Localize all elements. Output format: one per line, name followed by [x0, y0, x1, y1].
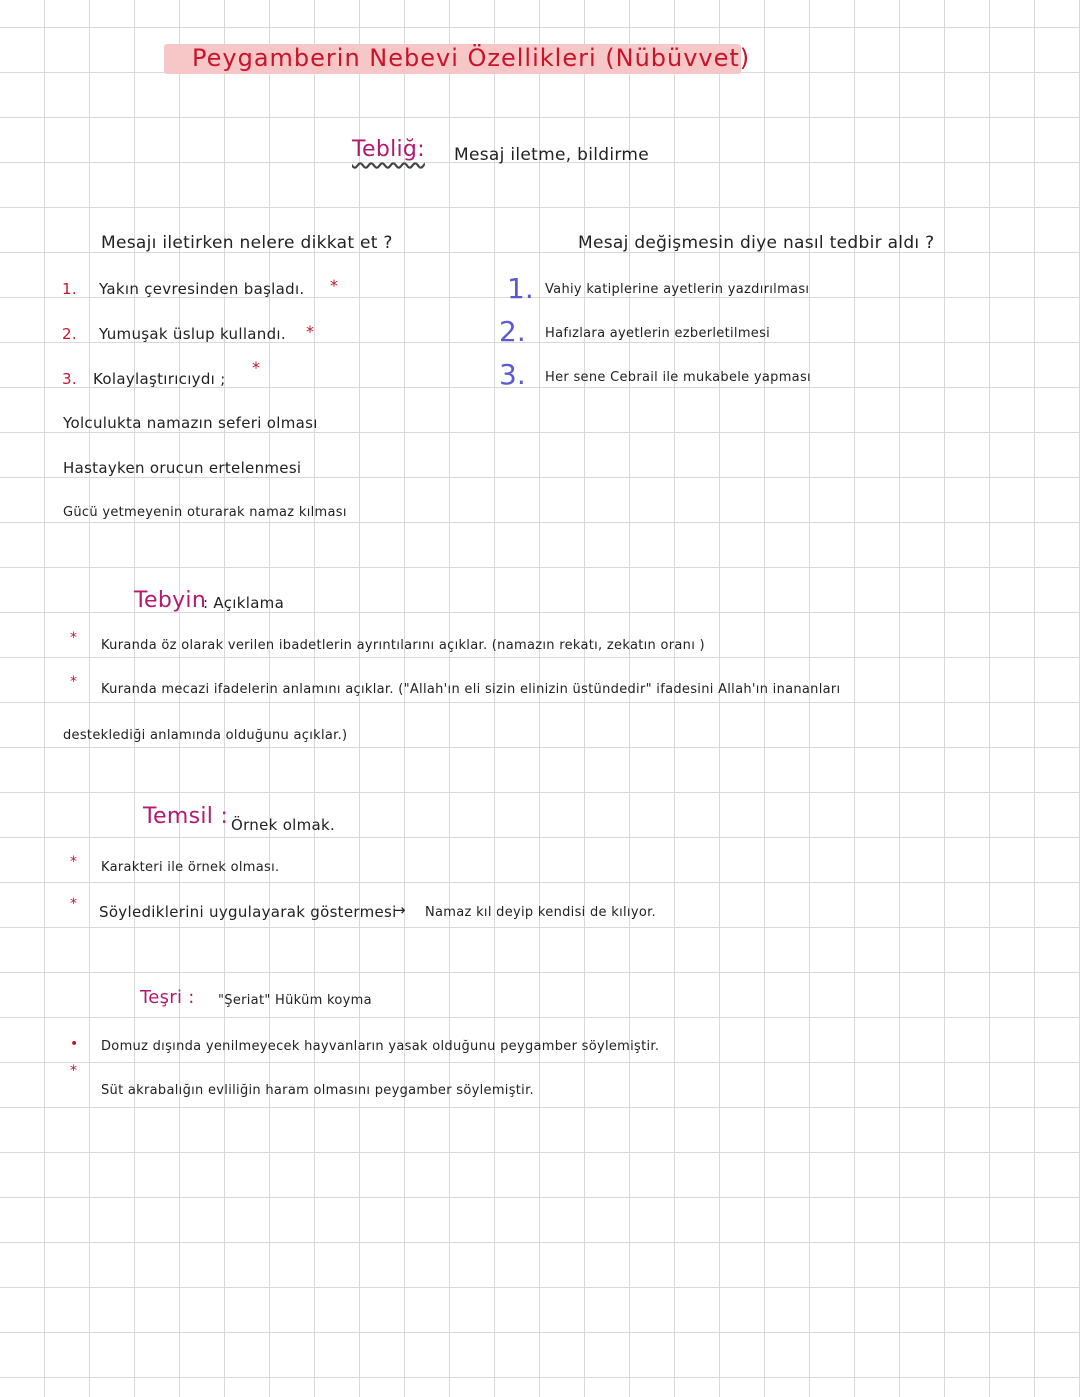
- teblig-example-2: Hastayken orucun ertelenmesi: [63, 459, 302, 477]
- teblig-left-num-3: 3.: [62, 370, 77, 388]
- tebyin-line-1: Kuranda öz olarak verilen ibadetlerin ayrıntılarını açıklar. (namazın rekatı, zekatın oranı ): [101, 638, 705, 653]
- bullet-mark: *: [70, 1063, 77, 1079]
- teblig-right-item-2: Hafızlara ayetlerin ezberletilmesi: [545, 326, 771, 341]
- asterisk-mark: *: [306, 322, 314, 341]
- teblig-heading: Tebliğ:: [352, 137, 425, 162]
- bullet-mark: *: [70, 674, 77, 690]
- bullet-mark: *: [70, 896, 77, 912]
- teblig-right-item-1: Vahiy katiplerine ayetlerin yazdırılması: [545, 282, 810, 297]
- bullet-mark: *: [70, 854, 77, 870]
- tebyin-line-3: desteklediği anlamında olduğunu açıklar.): [63, 728, 348, 743]
- teblig-definition: Mesaj iletme, bildirme: [454, 145, 649, 165]
- bullet-mark: *: [70, 630, 77, 646]
- teblig-example-3: Gücü yetmeyenin oturarak namaz kılması: [63, 505, 347, 520]
- bullet-mark: •: [70, 1036, 79, 1052]
- arrow-icon: →: [393, 901, 406, 919]
- teblig-left-question: Mesajı iletirken nelere dikkat et ?: [101, 233, 393, 253]
- temsil-line-1: Karakteri ile örnek olması.: [101, 860, 280, 875]
- teblig-left-num-1: 1.: [62, 280, 77, 298]
- teblig-right-num-3: 3.: [499, 358, 526, 391]
- teblig-left-item-2: Yumuşak üslup kullandı.: [99, 325, 286, 343]
- teblig-left-item-3: Kolaylaştırıcıydı ;: [93, 370, 226, 388]
- tesri-line-2: Süt akrabalığın evliliğin haram olmasını peygamber söylemiştir.: [101, 1083, 534, 1098]
- tebyin-line-2: Kuranda mecazi ifadelerin anlamını açıklar. ("Allah'ın eli sizin elinizin üstündedir" ifadesini Allah'ın inananları: [101, 682, 841, 697]
- tesri-line-1: Domuz dışında yenilmeyecek hayvanların yasak olduğunu peygamber söylemiştir.: [101, 1039, 660, 1054]
- temsil-line-2: Söylediklerini uygulayarak göstermesi: [99, 903, 397, 921]
- tesri-definition: "Şeriat" Hüküm koyma: [218, 993, 372, 1008]
- asterisk-mark: *: [252, 358, 260, 377]
- teblig-right-num-2: 2.: [499, 315, 526, 348]
- tesri-heading: Teşri :: [140, 987, 195, 1008]
- teblig-right-item-3: Her sene Cebrail ile mukabele yapması: [545, 370, 811, 385]
- page-title: Peygamberin Nebevi Özellikleri (Nübüvvet): [192, 44, 751, 72]
- temsil-heading: Temsil :: [143, 804, 229, 829]
- teblig-example-1: Yolculukta namazın seferi olması: [63, 414, 318, 432]
- teblig-left-item-1: Yakın çevresinden başladı.: [99, 280, 305, 298]
- temsil-definition: Örnek olmak.: [231, 816, 336, 834]
- tebyin-definition: : Açıklama: [203, 594, 285, 612]
- teblig-left-num-2: 2.: [62, 325, 77, 343]
- tebyin-heading: Tebyin: [134, 588, 207, 613]
- asterisk-mark: *: [330, 276, 338, 295]
- teblig-right-num-1: 1.: [507, 272, 534, 305]
- temsil-line-3: Namaz kıl deyip kendisi de kılıyor.: [425, 905, 656, 920]
- teblig-right-question: Mesaj değişmesin diye nasıl tedbir aldı ?: [578, 233, 935, 253]
